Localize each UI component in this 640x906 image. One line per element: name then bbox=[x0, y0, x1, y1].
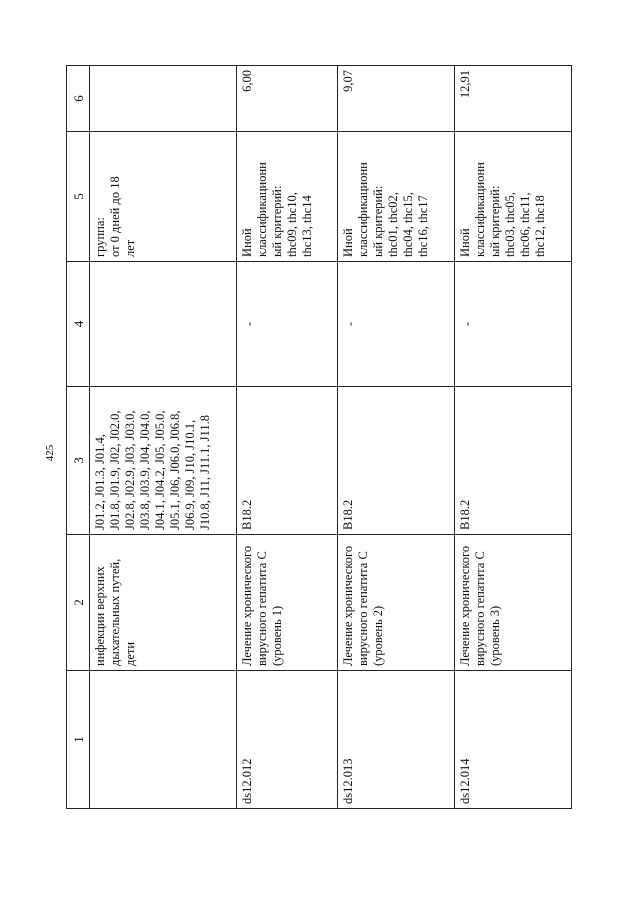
coef-cell: 9,07 bbox=[338, 66, 455, 132]
criteria-line: thc01, thc02, bbox=[386, 192, 400, 257]
criteria-line: Иной bbox=[458, 228, 472, 257]
dash-mark: - bbox=[460, 321, 474, 327]
name-line: вирусного гепатита C bbox=[473, 551, 487, 666]
mkb-line: B18.2 bbox=[240, 499, 254, 530]
name-line: Лечение хронического bbox=[458, 545, 472, 666]
criteria-line: от 0 дней до 18 bbox=[108, 176, 122, 257]
criteria-line: ый критерий: bbox=[270, 185, 284, 257]
name-line: вирусного гепатита C bbox=[255, 551, 269, 666]
criteria-line: thc04, thc15, bbox=[401, 192, 415, 257]
mkb-cell bbox=[338, 387, 455, 535]
criteria-line: лет bbox=[123, 239, 137, 257]
criteria-line: thc06, thc11, bbox=[518, 192, 532, 257]
name-line: дети bbox=[123, 641, 137, 666]
criteria-line: thc16, thc17 bbox=[416, 195, 430, 257]
criteria-line: thc12, thc18 bbox=[533, 195, 547, 257]
col4-cell bbox=[338, 262, 455, 387]
header-col-4: 4 bbox=[67, 262, 90, 387]
criteria-line: группа: bbox=[93, 217, 107, 257]
name-line: (уровень 3) bbox=[488, 605, 502, 666]
name-line: (уровень 1) bbox=[270, 605, 284, 666]
criteria-line: thc09, thc10, bbox=[285, 192, 299, 257]
code-cell: ds12.014 bbox=[455, 671, 572, 809]
header-col-5: 5 bbox=[67, 132, 90, 262]
coef-cell: 12,91 bbox=[455, 66, 572, 132]
header-row bbox=[67, 66, 90, 809]
coef-cell: 6,00 bbox=[237, 66, 338, 132]
name-cell bbox=[455, 535, 572, 671]
code-cell: ds12.013 bbox=[338, 671, 455, 809]
criteria-line: классификационн bbox=[356, 162, 370, 257]
dash-mark: - bbox=[242, 321, 256, 327]
name-cell bbox=[237, 535, 338, 671]
header-col-3: 3 bbox=[67, 387, 90, 535]
table-row bbox=[237, 66, 338, 809]
tariff-table bbox=[66, 65, 572, 809]
name-cell bbox=[90, 535, 237, 671]
col4-cell bbox=[90, 262, 237, 387]
criteria-line: классификационн bbox=[255, 162, 269, 257]
criteria-line: Иной bbox=[341, 228, 355, 257]
criteria-cell bbox=[90, 132, 237, 262]
mkb-line: B18.2 bbox=[341, 499, 355, 530]
criteria-line: классификационн bbox=[473, 162, 487, 257]
table-row bbox=[338, 66, 455, 809]
mkb-cell bbox=[90, 387, 237, 535]
page-number: 425 bbox=[44, 444, 56, 462]
mkb-cell bbox=[237, 387, 338, 535]
name-line: Лечение хронического bbox=[341, 545, 355, 666]
criteria-line: ый критерий: bbox=[371, 185, 385, 257]
header-col-6: 6 bbox=[67, 66, 90, 132]
coef-cell bbox=[90, 66, 237, 132]
criteria-line: ый критерий: bbox=[488, 185, 502, 257]
code-cell: ds12.012 bbox=[237, 671, 338, 809]
col4-cell bbox=[455, 262, 572, 387]
mkb-line: B18.2 bbox=[458, 499, 472, 530]
mkb-line: J01.8, J01.9, J02, J02.0, bbox=[108, 410, 122, 530]
criteria-cell bbox=[338, 132, 455, 262]
mkb-line: J02.8, J02.9, J03, J03.0, bbox=[123, 410, 137, 530]
dash-mark: - bbox=[343, 321, 357, 327]
criteria-line: thc13, thc14 bbox=[300, 195, 314, 257]
criteria-line: thc03, thc05, bbox=[503, 192, 517, 257]
header-col-2: 2 bbox=[67, 535, 90, 671]
mkb-line: J10.8, J11, J11.1, J11.8 bbox=[198, 415, 212, 530]
mkb-line: J05.1, J06, J06.0, J06.8, bbox=[168, 410, 182, 530]
mkb-line: J06.9, J09, J10, J10.1, bbox=[183, 419, 197, 530]
name-line: (уровень 2) bbox=[371, 605, 385, 666]
col4-cell bbox=[237, 262, 338, 387]
mkb-line: J03.8, J03.9, J04, J04.0, bbox=[138, 410, 152, 530]
name-line: вирусного гепатита C bbox=[356, 551, 370, 666]
criteria-cell bbox=[455, 132, 572, 262]
name-line: инфекции верхних bbox=[93, 566, 107, 666]
name-cell bbox=[338, 535, 455, 671]
rotated-table-container bbox=[66, 66, 552, 809]
table-row bbox=[455, 66, 572, 809]
name-line: Лечение хронического bbox=[240, 545, 254, 666]
mkb-line: J01.2, J01.3, J01.4, bbox=[93, 434, 107, 530]
code-cell bbox=[90, 671, 237, 809]
mkb-cell bbox=[455, 387, 572, 535]
header-col-1: 1 bbox=[67, 671, 90, 809]
criteria-line: Иной bbox=[240, 228, 254, 257]
table-row bbox=[90, 66, 237, 809]
criteria-cell bbox=[237, 132, 338, 262]
mkb-line: J04.1, J04.2, J05, J05.0, bbox=[153, 410, 167, 530]
name-line: дыхательных путей, bbox=[108, 558, 122, 666]
